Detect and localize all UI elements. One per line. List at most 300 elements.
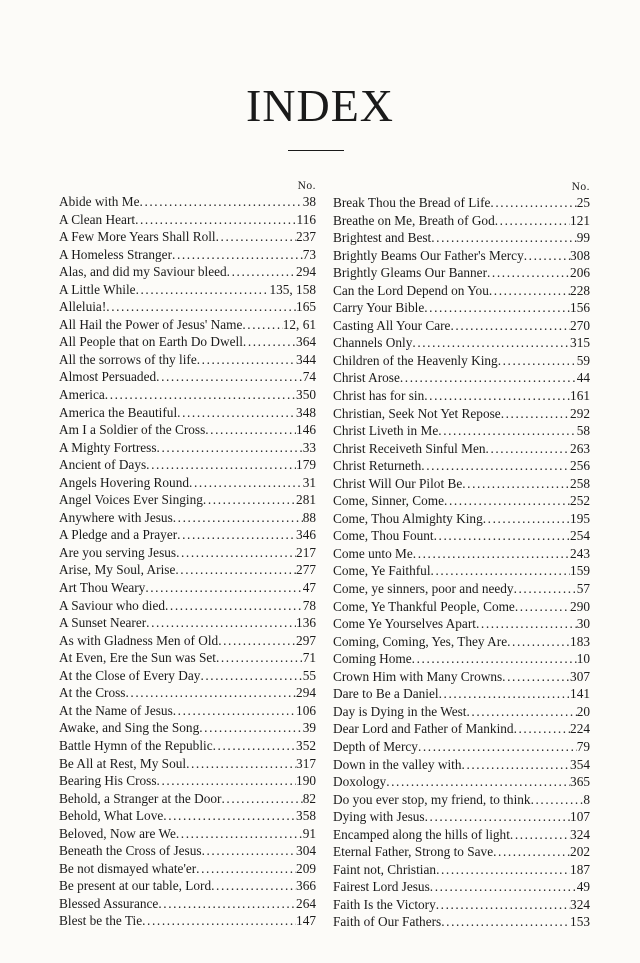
hymn-number: 206 xyxy=(570,265,590,281)
hymn-title: Be present at our table, Lord xyxy=(59,878,212,894)
dot-leader xyxy=(199,719,302,737)
hymn-title: At Even, Ere the Sun was Set xyxy=(59,650,216,666)
dot-leader xyxy=(176,544,296,562)
hymn-title: Awake, and Sing the Song xyxy=(59,720,200,736)
index-entry xyxy=(59,579,316,597)
dot-leader xyxy=(462,756,571,774)
hymn-title: Faith of Our Fathers xyxy=(333,914,442,930)
hymn-title: A Sunset Nearer xyxy=(59,615,147,631)
hymn-title: Break Thou the Bread of Life xyxy=(333,195,491,210)
hymn-number: 159 xyxy=(570,563,590,579)
index-entry xyxy=(59,228,316,246)
index-entry xyxy=(59,526,316,544)
dot-leader xyxy=(450,317,570,335)
dot-leader xyxy=(431,229,576,247)
dot-leader xyxy=(186,755,296,773)
hymn-number: 317 xyxy=(296,755,316,771)
index-entry xyxy=(333,264,590,282)
index-entry xyxy=(59,597,316,615)
hymn-title: Alas, and did my Saviour bleed xyxy=(59,264,227,280)
hymn-number: 116 xyxy=(296,211,316,227)
index-entry xyxy=(59,263,316,281)
index-entry xyxy=(59,632,316,650)
hymn-number: 292 xyxy=(570,405,590,421)
hymn-number: 8 xyxy=(583,791,590,807)
index-entry xyxy=(333,457,590,475)
index-entry xyxy=(333,282,590,300)
hymn-title: Behold, a Stranger at the Door xyxy=(59,790,222,806)
hymn-number: 350 xyxy=(296,387,316,403)
hymn-title: Do you ever stop, my friend, to think xyxy=(333,791,531,807)
hymn-title: Fairest Lord Jesus xyxy=(333,879,430,895)
hymn-number: 263 xyxy=(570,440,590,456)
hymn-number: 297 xyxy=(296,632,316,648)
dot-leader xyxy=(177,526,296,544)
hymn-number: 30 xyxy=(576,616,590,632)
hymn-title: Crown Him with Many Crowns xyxy=(333,668,503,684)
hymn-title: Faint not, Christian xyxy=(333,861,437,877)
hymn-title: Christ Liveth in Me xyxy=(333,423,439,439)
hymn-number: 58 xyxy=(576,423,590,439)
hymn-number: 136 xyxy=(296,615,316,631)
hymn-number: 121 xyxy=(570,212,590,228)
index-entry xyxy=(333,685,590,703)
hymn-title: Channels Only xyxy=(333,335,413,351)
number-column-header: No. xyxy=(571,181,590,193)
index-entry xyxy=(333,580,590,598)
index-entry xyxy=(59,719,316,737)
index-entry xyxy=(333,317,590,335)
dot-leader xyxy=(216,228,296,246)
hymn-title: Breathe on Me, Breath of God xyxy=(333,212,495,228)
index-entry xyxy=(333,738,590,756)
hymn-number: 352 xyxy=(296,737,316,753)
dot-leader xyxy=(202,842,296,860)
hymn-title: A Pledge and a Prayer xyxy=(59,527,178,543)
hymn-number: 344 xyxy=(296,351,316,367)
hymn-number: 346 xyxy=(296,527,316,543)
index-list-left xyxy=(59,193,316,930)
hymn-number: 135, 158 xyxy=(269,281,316,297)
index-entry xyxy=(59,386,316,404)
dot-leader xyxy=(487,264,570,282)
dot-leader xyxy=(431,562,571,580)
dot-leader xyxy=(421,457,570,475)
hymn-title: Angel Voices Ever Singing xyxy=(59,492,203,508)
hymn-number: 71 xyxy=(302,650,316,666)
hymn-title: Children of the Heavenly King xyxy=(333,352,498,368)
hymn-number: 179 xyxy=(296,457,316,473)
dot-leader xyxy=(444,492,570,510)
index-entry xyxy=(59,755,316,773)
hymn-number: 55 xyxy=(302,667,316,683)
hymn-title: Be All at Rest, My Soul xyxy=(59,755,187,771)
index-entry xyxy=(59,404,316,422)
dot-leader xyxy=(501,405,570,423)
hymn-title: Dare to Be a Daniel xyxy=(333,686,439,702)
dot-leader xyxy=(483,510,570,528)
dot-leader xyxy=(177,404,296,422)
hymn-number: 270 xyxy=(570,317,590,333)
index-entry xyxy=(59,509,316,527)
index-entry xyxy=(333,545,590,563)
hymn-title: Arise, My Soul, Arise xyxy=(59,562,176,578)
index-entry xyxy=(59,702,316,720)
dot-leader xyxy=(439,685,570,703)
index-entry xyxy=(59,544,316,562)
dot-leader xyxy=(196,860,296,878)
index-entry xyxy=(333,878,590,896)
hymn-title: Be not dismayed whate'er xyxy=(59,860,197,876)
index-entry xyxy=(59,842,316,860)
dot-leader xyxy=(157,439,303,457)
hymn-number: 146 xyxy=(296,422,316,438)
index-entry xyxy=(333,668,590,686)
hymn-title: Coming Home xyxy=(333,651,412,667)
dot-leader xyxy=(507,633,570,651)
hymn-number: 107 xyxy=(570,809,590,825)
hymn-number: 190 xyxy=(296,773,316,789)
index-entry xyxy=(333,703,590,721)
hymn-number: 202 xyxy=(570,844,590,860)
hymn-title: Christ Will Our Pilot Be xyxy=(333,475,463,491)
hymn-number: 82 xyxy=(302,790,316,806)
hymn-title: Dear Lord and Father of Mankind xyxy=(333,721,514,737)
hymn-number: 252 xyxy=(570,493,590,509)
hymn-number: 165 xyxy=(296,299,316,315)
hymn-number: 106 xyxy=(296,702,316,718)
index-entry xyxy=(59,825,316,843)
index-entry xyxy=(59,456,316,474)
dot-leader xyxy=(510,826,570,844)
dot-leader xyxy=(490,194,576,212)
index-entry xyxy=(333,598,590,616)
hymn-title: At the Name of Jesus xyxy=(59,702,173,718)
index-entry xyxy=(333,492,590,510)
hymn-number: 47 xyxy=(302,580,316,596)
hymn-title: Christ Returneth xyxy=(333,458,422,474)
hymn-number: 254 xyxy=(570,528,590,544)
index-entry xyxy=(333,229,590,247)
hymn-title: At the Cross xyxy=(59,685,126,701)
hymn-number: 153 xyxy=(570,914,590,930)
index-entry xyxy=(59,316,316,334)
hymn-number: 264 xyxy=(296,895,316,911)
hymn-title: All People that on Earth Do Dwell xyxy=(59,334,243,350)
hymn-title: Ancient of Days xyxy=(59,457,147,473)
hymn-title: Come, Sinner, Come xyxy=(333,493,445,509)
hymn-title: Come, Thou Almighty King xyxy=(333,510,483,526)
dot-leader xyxy=(145,579,302,597)
index-entry xyxy=(333,861,590,879)
hymn-number: 365 xyxy=(570,774,590,790)
hymn-number: 88 xyxy=(302,509,316,525)
hymn-number: 348 xyxy=(296,404,316,420)
dot-leader xyxy=(495,212,570,230)
dot-leader xyxy=(227,263,296,281)
index-entry xyxy=(59,912,316,930)
index-entry xyxy=(333,352,590,370)
index-entry xyxy=(333,896,590,914)
dot-leader xyxy=(163,807,296,825)
dot-leader xyxy=(514,580,577,598)
index-entry xyxy=(333,510,590,528)
dot-leader xyxy=(413,545,570,563)
dot-leader xyxy=(211,877,296,895)
index-entry xyxy=(59,351,316,369)
dot-leader xyxy=(498,352,577,370)
hymn-number: 57 xyxy=(576,581,590,597)
index-entry xyxy=(59,298,316,316)
index-entry xyxy=(59,246,316,264)
dot-leader xyxy=(425,808,570,826)
hymn-number: 277 xyxy=(296,562,316,578)
hymn-number: 308 xyxy=(570,247,590,263)
index-entry xyxy=(59,561,316,579)
dot-leader xyxy=(486,440,571,458)
dot-leader xyxy=(515,598,570,616)
dot-leader xyxy=(165,597,303,615)
dot-leader xyxy=(189,474,303,492)
dot-leader xyxy=(514,720,570,738)
hymn-title: Encamped along the hills of light xyxy=(333,826,510,842)
hymn-number: 294 xyxy=(296,685,316,701)
index-entry xyxy=(59,491,316,509)
index-entry xyxy=(333,334,590,352)
hymn-title: Eternal Father, Strong to Save xyxy=(333,844,494,860)
hymn-title: Blessed Assurance xyxy=(59,895,159,911)
hymn-title: America the Beautiful xyxy=(59,404,178,420)
index-entry xyxy=(333,843,590,861)
dot-leader xyxy=(476,615,577,633)
dot-leader xyxy=(146,456,296,474)
index-entry xyxy=(59,439,316,457)
hymn-number: 79 xyxy=(576,738,590,754)
hymn-number: 209 xyxy=(296,860,316,876)
hymn-number: 156 xyxy=(570,300,590,316)
dot-leader xyxy=(136,281,270,299)
dot-leader xyxy=(205,421,296,439)
hymn-title: All Hail the Power of Jesus' Name xyxy=(59,316,243,332)
index-entry xyxy=(59,684,316,702)
hymn-title: Almost Persuaded xyxy=(59,369,157,385)
dot-leader xyxy=(172,246,303,264)
dot-leader xyxy=(135,211,296,229)
hymn-title: Are you serving Jesus xyxy=(59,544,177,560)
dot-leader xyxy=(430,878,577,896)
hymn-title: Christian, Seek Not Yet Repose xyxy=(333,405,501,421)
dot-leader xyxy=(386,773,570,791)
dot-leader xyxy=(493,843,570,861)
dot-leader xyxy=(412,650,577,668)
index-entry xyxy=(59,807,316,825)
index-entry xyxy=(333,440,590,458)
hymn-number: 237 xyxy=(296,229,316,245)
hymn-number: 358 xyxy=(296,808,316,824)
hymn-number: 324 xyxy=(570,896,590,912)
dot-leader xyxy=(531,791,584,809)
hymn-number: 39 xyxy=(302,720,316,736)
index-entry xyxy=(59,421,316,439)
index-entry xyxy=(59,737,316,755)
hymn-number: 20 xyxy=(576,703,590,719)
hymn-title: Bearing His Cross xyxy=(59,773,157,789)
dot-leader xyxy=(412,334,570,352)
index-entry xyxy=(333,650,590,668)
index-entry xyxy=(333,720,590,738)
hymn-title: America xyxy=(59,387,105,403)
dot-leader xyxy=(436,861,570,879)
hymn-number: 59 xyxy=(576,352,590,368)
hymn-title: Beloved, Now are We xyxy=(59,825,176,841)
hymn-number: 324 xyxy=(570,826,590,842)
index-entry xyxy=(59,877,316,895)
index-entry xyxy=(333,387,590,405)
index-entry xyxy=(59,790,316,808)
hymn-title: A Mighty Fortress xyxy=(59,439,157,455)
dot-leader xyxy=(243,333,296,351)
hymn-title: A Few More Years Shall Roll xyxy=(59,229,216,245)
dot-leader xyxy=(400,369,577,387)
dot-leader xyxy=(157,772,297,790)
hymn-title: Down in the valley with xyxy=(333,756,462,772)
hymn-number: 12, 61 xyxy=(282,316,316,332)
index-entry xyxy=(59,211,316,229)
dot-leader xyxy=(203,491,296,509)
hymn-title: A Homeless Stranger xyxy=(59,246,173,262)
hymn-number: 147 xyxy=(296,913,316,929)
hymn-number: 304 xyxy=(296,843,316,859)
hymn-number: 161 xyxy=(570,388,590,404)
dot-leader xyxy=(175,561,296,579)
dot-leader xyxy=(126,684,297,702)
dot-leader xyxy=(197,351,296,369)
index-entry xyxy=(333,247,590,265)
dot-leader xyxy=(242,316,282,334)
hymn-title: Doxology xyxy=(333,774,387,790)
hymn-number: 74 xyxy=(302,369,316,385)
index-entry xyxy=(333,405,590,423)
hymn-title: Christ has for sin xyxy=(333,388,425,404)
hymn-title: Come, ye sinners, poor and needy xyxy=(333,581,514,597)
hymn-number: 91 xyxy=(302,825,316,841)
hymn-title: Come Ye Yourselves Apart xyxy=(333,616,476,632)
hymn-number: 243 xyxy=(570,545,590,561)
dot-leader xyxy=(462,475,570,493)
hymn-number: 217 xyxy=(296,544,316,560)
dot-leader xyxy=(200,667,302,685)
dot-leader xyxy=(216,649,303,667)
index-entry xyxy=(333,194,590,212)
dot-leader xyxy=(106,298,296,316)
index-entry xyxy=(333,527,590,545)
index-entry xyxy=(333,633,590,651)
hymn-title: A Clean Heart xyxy=(59,211,136,227)
index-entry xyxy=(333,299,590,317)
hymn-number: 141 xyxy=(570,686,590,702)
dot-leader xyxy=(441,913,570,931)
hymn-title: Brightly Beams Our Father's Mercy xyxy=(333,247,524,263)
hymn-number: 366 xyxy=(296,878,316,894)
hymn-title: Brightly Gleams Our Banner xyxy=(333,265,487,281)
hymn-number: 228 xyxy=(570,282,590,298)
index-entry xyxy=(333,369,590,387)
title-divider xyxy=(288,150,344,151)
dot-leader xyxy=(418,738,577,756)
hymn-title: Coming, Coming, Yes, They Are xyxy=(333,633,508,649)
index-entry xyxy=(333,791,590,809)
hymn-number: 10 xyxy=(576,651,590,667)
hymn-title: Am I a Soldier of the Cross xyxy=(59,422,206,438)
dot-leader xyxy=(502,668,570,686)
hymn-title: Alleluia! xyxy=(59,299,107,315)
dot-leader xyxy=(524,247,570,265)
hymn-title: Beneath the Cross of Jesus xyxy=(59,843,202,859)
index-entry xyxy=(333,422,590,440)
hymn-number: 354 xyxy=(570,756,590,772)
dot-leader xyxy=(142,912,296,930)
index-entry xyxy=(59,895,316,913)
index-entry xyxy=(333,562,590,580)
dot-leader xyxy=(176,825,303,843)
hymn-number: 224 xyxy=(570,721,590,737)
index-entry xyxy=(59,193,316,211)
dot-leader xyxy=(146,614,296,632)
index-entry xyxy=(333,826,590,844)
hymn-number: 307 xyxy=(570,668,590,684)
dot-leader xyxy=(173,702,296,720)
dot-leader xyxy=(140,193,303,211)
hymn-title: Carry Your Bible xyxy=(333,300,425,316)
hymn-title: Come, Ye Faithful xyxy=(333,563,431,579)
hymn-title: Behold, What Love xyxy=(59,808,164,824)
dot-leader xyxy=(434,527,570,545)
hymn-title: Dying with Jesus xyxy=(333,809,425,825)
hymn-title: Depth of Mercy xyxy=(333,738,418,754)
hymn-number: 315 xyxy=(570,335,590,351)
hymn-number: 290 xyxy=(570,598,590,614)
hymn-number: 38 xyxy=(302,194,316,209)
hymn-number: 25 xyxy=(576,195,590,210)
hymn-title: Casting All Your Care xyxy=(333,317,451,333)
hymn-title: Anywhere with Jesus xyxy=(59,509,173,525)
hymn-title: Day is Dying in the West xyxy=(333,703,467,719)
index-entry xyxy=(333,773,590,791)
hymn-number: 258 xyxy=(570,475,590,491)
hymn-number: 256 xyxy=(570,458,590,474)
index-entry xyxy=(59,667,316,685)
hymn-title: Can the Lord Depend on You xyxy=(333,282,489,298)
dot-leader xyxy=(489,282,570,300)
hymn-title: Come unto Me xyxy=(333,545,413,561)
index-entry xyxy=(333,913,590,931)
hymn-title: Abide with Me xyxy=(59,194,140,209)
hymn-title: A Saviour who died xyxy=(59,597,165,613)
dot-leader xyxy=(105,386,296,404)
hymn-number: 99 xyxy=(576,230,590,246)
dot-leader xyxy=(424,387,570,405)
hymn-title: Art Thou Weary xyxy=(59,580,146,596)
index-entry xyxy=(59,333,316,351)
index-entry xyxy=(59,772,316,790)
hymn-number: 281 xyxy=(296,492,316,508)
dot-leader xyxy=(438,422,576,440)
dot-leader xyxy=(467,703,577,721)
hymn-title: Blest be the Tie xyxy=(59,913,143,929)
hymn-title: Come, Ye Thankful People, Come xyxy=(333,598,515,614)
hymn-title: All the sorrows of thy life xyxy=(59,351,197,367)
hymn-number: 31 xyxy=(302,474,316,490)
